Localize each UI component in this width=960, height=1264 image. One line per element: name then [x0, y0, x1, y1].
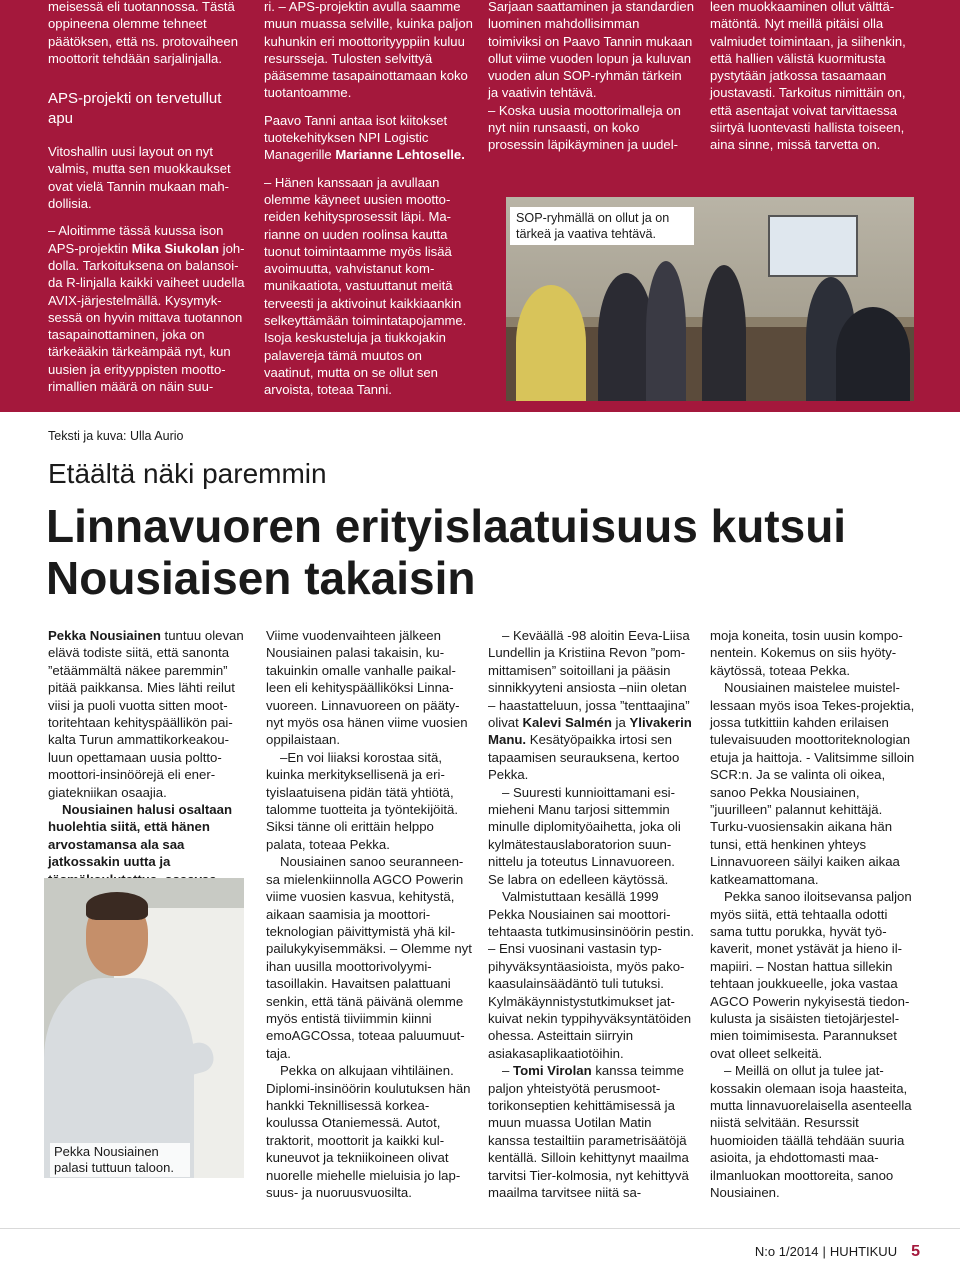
top-feature-band — [0, 0, 960, 412]
footer-separator: | — [822, 1244, 826, 1259]
body-paragraph: –En voi liiaksi korostaa sitä, kuinka merkityksellisenä ja erityislaatuisena pidän tätä yhtiötä, talomme tuotteita ja työntekijöitä. Siksi tänne oli erittäin helppo palata, toteaa Pekka. — [266, 749, 459, 852]
body-paragraph: Valmistuttaan kesällä 1999 Pekka Nousiainen sai moottoritehtaasta tutkimusinsinöörin pestin. – Ensi vuosinani vastasin typpihyväksyntäasioista, myös pakokaasulainsäädäntö tuli tutuksi. Kylmäkäynnistystutkimukset jatkuivat nekin typpihyväksyntätöiden ohessa. Asteittain siirryin asiakasaplikaatiotöihin. — [488, 889, 694, 1061]
body-paragraph: moja koneita, tosin uusin komponentein. Kokemus on siis hyötykäytössä, toteaa Pekka. — [710, 628, 903, 678]
headline: Linnavuoren erityislaatuisuus kutsui Nousiaisen takaisin — [46, 500, 847, 604]
body-paragraph: – Keväällä -98 aloitin Eeva-Liisa Lundellin ja Kristiina Revon ”pommittamisen” soitoillani ja pääsin sinnikkyyteni ansiosta –niin oletan – haastatteluun, jossa ”tenttaajina” olivat Kalevi Salmén ja Ylivakerin Manu. Kesätyöpaikka irtosi sen tapaamisen seurauksena, kertoo Pekka. — [488, 628, 692, 783]
band-column-2 — [264, 0, 474, 399]
band-paragraph: – Koska uusia moottorimalleja on nyt niin runsaasti, on koko prosessin läpikäyminen ja uudel- — [488, 102, 681, 153]
body-paragraph: – Suuresti kunnioittamani esimieheni Manu tarjosi sittemmin minulle diplomityöaihetta, joka oli kylmätestauslaboratorion suunnittelu ja toteutus Linnavuoreen. Se labra on edelleen käytössä. — [488, 784, 681, 887]
person-name: Tomi Virolan — [513, 1063, 592, 1079]
body-paragraph: Pekka on alkujaan vihtiläinen. Diplomi-insinöörin koulutuksen hän hankki Teknillisessä korkeakoulussa Otaniemessä. Autot, traktorit, moottorit ja kaikki kulkuneuvot ja tekniikoineen olivat nuorelle miehelle mieluisia jo lapsuus- ja nuoruusvuosilta. — [266, 1063, 471, 1200]
band-paragraph: ri. – APS-projektin avulla saamme muun muassa selville, kuinka paljon kuhunkin eri moottorityyppiin kuluu resursseja. Tulosten selvittyä pääsemme tasapainottamaan koko tuotantoamme. — [264, 0, 473, 101]
person-name: Kalevi Salmén — [522, 715, 612, 731]
band-paragraph: – Hänen kanssaan ja avullaan olemme käyneet uusien moottoreiden kehitysprosessit läpi. Marianne on uuden roolinsa kautta tuonut toimintaamme myös lisää avoimuutta, vahvistanut kommunikaatiota, vastuuttanut meitä terveesti ja aktivoinut kaikkiaankin selkeyttämään toimintatapojamme. Isoja keskusteluja ja tiukkojakin palavereja tämä muutos on vaatinut, mutta on se ollut sen arvoista, toteaa Tanni. — [264, 174, 467, 398]
person-name: Marianne Lehtoselle. — [335, 147, 465, 163]
body-paragraph: Pekka sanoo iloitsevansa paljon myös siitä, että tehtaalla odotti sama tuttu porukka, hyvät työkaverit, monet ystävät ja hieno ilmapiiri. – Nostan hattua sillekin tehtaan joukkueelle, joka vastaa AGCO Powerin nykyisestä tiedonkulusta ja sisäisten tietojärjestelmien toimimisesta. Parannukset ovat olleet selkeitä. — [710, 889, 912, 1061]
footer-divider — [0, 1228, 960, 1229]
band-column-4 — [710, 0, 916, 154]
article-column-4 — [710, 627, 916, 1201]
article-column-1 — [48, 627, 248, 906]
portrait-photo — [44, 878, 244, 1178]
band-subheading: APS-projekti on tervetullut apu — [48, 90, 222, 128]
person-name: Mika Siukolan — [131, 240, 220, 256]
band-paragraph: – Aloitimme tässä kuussa ison APS-projektin Mika Siukolan johdolla. Tarkoituksena on balansoida R-linjalla kaikki vaiheet uudella AVIX-järjestelmällä. Kysymyksessä on hyvin mittava tuotannon tasapainottaminen, joka on tärkeääkin tärkeämpää nyt, kun uusien ja erityyppisten moottorimallien määrä on näin suu- — [48, 223, 245, 395]
portrait-caption: Pekka Nousiainen palasi tuttuun taloon. — [50, 1143, 190, 1177]
article-column-2 — [266, 627, 472, 1201]
band-column-1 — [48, 0, 248, 395]
band-column-3 — [488, 0, 694, 154]
body-paragraph: – Tomi Virolan kanssa teimme paljon yhteistyötä perusmoottorikonseptien kehittämisessä ja muun muassa Uotilan Matin kanssa testailtiin parametrisäätöjä kentällä. Silloin kehittynyt maailma tarvitsi Tier-kolmosia, nyt kehittyvä maailma tarvitsee niitä sa- — [488, 1063, 689, 1200]
issue-month: HUHTIKUU — [829, 1244, 898, 1259]
band-paragraph: leen muokkaaminen ollut välttämätöntä. Nyt meillä pitäisi olla valmiudet toimintaan, ja siihenkin, että hallien välistä kuormitusta pystytään jatkossa tasaamaan joustavasti. Tarkoitus nimittäin on, että asentajat voivat tarvittaessa siirtyä luontevasti hallista toiseen, aina sinne, missä tarvetta on. — [710, 0, 906, 153]
lead-paragraph: Nousiainen halusi osaltaan huolehtia siitä, että hänen arvostamansa ala saa jatkossakin uutta ja — [48, 802, 233, 870]
band-paragraph: Vitoshallin uusi layout on nyt valmis, mutta sen muokkaukset ovat vielä Tannin mukaan mahdollisia. — [48, 144, 231, 212]
kicker: Etäältä näki paremmin — [48, 458, 327, 489]
page-footer — [755, 1243, 920, 1261]
band-paragraph: Sarjaan saattaminen ja standardien luominen mahdollisimman toimiviksi on Paavo Tannin mukaan ollut viime vuoden lopun ja kuluvan vuoden alun SOP-ryhmän tärkein ja vaativin tehtävä. — [488, 0, 694, 101]
band-paragraph: Paavo Tanni antaa isot kiitokset tuotekehityksen NPI Logistic Managerille Marianne Lehtoselle. — [264, 112, 465, 163]
issue-number: N:o 1/2014 — [754, 1244, 819, 1259]
person-name: Pekka Nousiainen — [48, 628, 161, 643]
body-paragraph: Viime vuodenvaihteen jälkeen Nousiainen palasi takaisin, kutakuinkin omalle vanhalle paikalleen eli kehityspäälliköksi Linnavuoreen. Linnavuoreen on päätynyt myös osa hänen viime vuosien oppilaistaan. — [266, 628, 468, 748]
lead-paragraph: Pekka Nousiainen tuntuu olevan elävä todiste siitä, että sanonta ”etäämmältä näkee paremmin” pitää paikkansa. Mies lähti reilut viisi ja puoli vuotta sitten moottoritehtaan kehityspäällikön paikalta Turun ammattikorkeakouluun opettamaan uusia polttomoottori-insinöörejä eli energiatekniikan osaajia. — [48, 628, 244, 800]
band-paragraph: meisessä eli tuotannossa. Tästä oppineena olemme tehneet päätöksen, että ns. protovaiheen moottorit tehdään sarjalinjalla. — [48, 0, 238, 66]
body-paragraph: Nousiainen maistelee muistellessaan myös isoa Tekes-projektia, jossa tutkittiin kahden erilaisen tulevaisuuden moottoriteknologian etuja ja haittoja. - Valitsimme silloin SCR:n. Ja se valinta oli oikea, sanoo Pekka Nousiainen, ”juurilleen” palannut kehittäjä. Turku-vuosiensakin aikana hän tunsi, että henkinen yhteys Linnavuoreen säilyi kaiken aikaa katkeamattomana. — [710, 680, 915, 887]
body-paragraph: – Meillä on ollut ja tulee jatkossakin olemaan isoja haasteita, mutta linnavuorelaisella asenteella niistä selvitään. Resurssit huomioiden täällä tehdään suuria asioita, ja ehdottomasti maailmanluokan moottoreita, sanoo Nousiainen. — [710, 1063, 912, 1200]
person-name: Ylivakerin Manu. — [488, 715, 692, 748]
body-paragraph: Nousiainen sanoo seuranneensa mielenkiinnolla AGCO Powerin viime vuosien kasvua, kehitystä, aikaan saamisia ja moottoriteknologian päivittymistä yhä kilpailukykyisemmäksi. – Olemme nyt ihan uusilla moottorivolyymitasoillakin. Havaitsen palattuani senkin, että tänä päivänä olemme myös entistä tiiviimmin kiinni emoAGCOssa, toteaa paluumuuttaja. — [266, 854, 472, 1061]
group-photo-caption: SOP-ryhmällä on ollut ja on tärkeä ja vaativa tehtävä. — [510, 207, 694, 245]
byline: Teksti ja kuva: Ulla Aurio — [48, 429, 184, 443]
page-number: 5 — [911, 1243, 920, 1260]
article-column-3 — [488, 627, 694, 1201]
